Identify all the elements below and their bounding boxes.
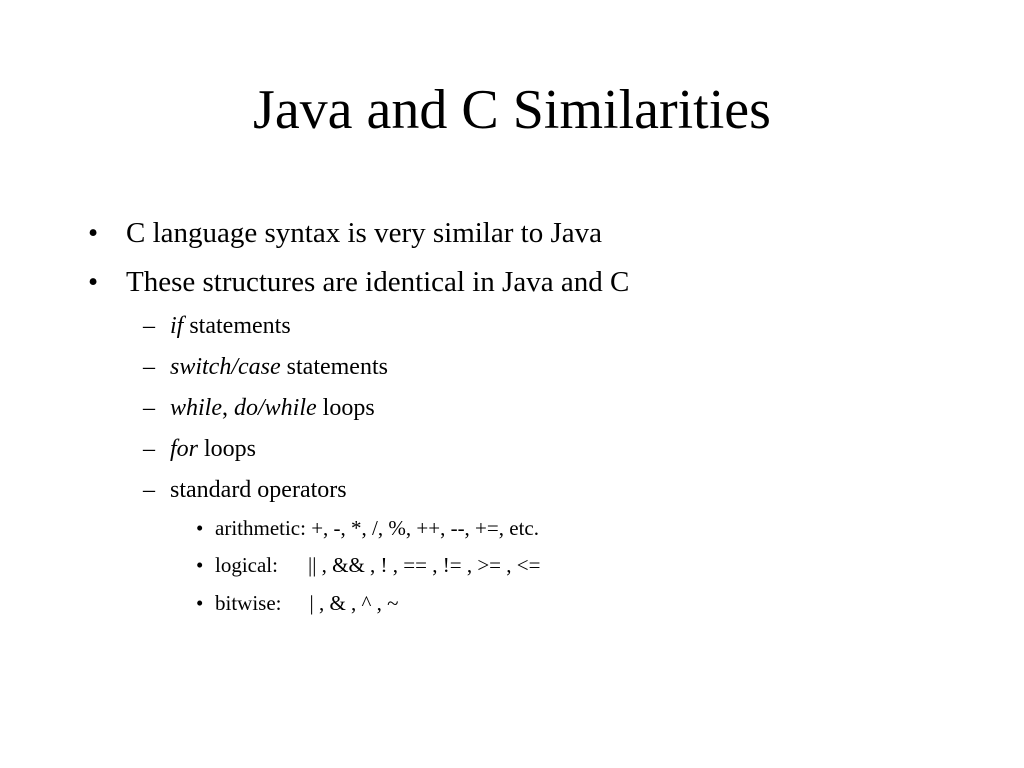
operator-text [215, 515, 539, 541]
separator: , [222, 395, 234, 421]
operator-label: arithmetic: [215, 516, 306, 540]
keyword: switch/case [170, 354, 281, 380]
bullet-marker: • [88, 266, 99, 298]
operator-text [215, 590, 399, 616]
operator-value: +, -, *, /, %, ++, --, +=, etc. [305, 516, 539, 540]
slide-title: Java and C Similarities [253, 79, 771, 141]
dash-marker: – [143, 313, 155, 339]
sub-bullet-text [170, 434, 256, 464]
operator-label: logical: [215, 553, 278, 577]
operator-value: | , & , ^ , ~ [309, 591, 399, 615]
bullet-marker: • [196, 553, 204, 577]
bullet-text: These structures are identical in Java and C [126, 266, 630, 298]
sub-bullet-text [170, 393, 375, 423]
keyword: while [170, 395, 222, 421]
sub-bullet-rest: statements [280, 354, 388, 380]
dash-marker: – [143, 477, 155, 503]
operator-text [215, 552, 540, 578]
sub-bullet-rest: loops [198, 436, 257, 462]
dash-marker: – [143, 436, 155, 462]
operator-value: || , && , ! , == , != , >= , <= [307, 553, 541, 577]
sub-bullet-text: standard operators [170, 477, 347, 503]
bullet-marker: • [196, 591, 204, 615]
sub-bullet-rest: loops [316, 395, 375, 421]
dash-marker: – [143, 395, 155, 421]
bullet-marker: • [88, 217, 99, 249]
dash-marker: – [143, 354, 155, 380]
keyword: do/while [234, 395, 317, 421]
operator-label: bitwise: [215, 591, 282, 615]
sub-bullet-text [170, 352, 388, 382]
keyword: for [170, 436, 199, 462]
sub-bullet-text [170, 311, 291, 341]
keyword: if [170, 313, 184, 339]
bullet-text: C language syntax is very similar to Java [126, 217, 602, 249]
bullet-marker: • [196, 516, 204, 540]
sub-bullet-rest: statements [183, 313, 291, 339]
